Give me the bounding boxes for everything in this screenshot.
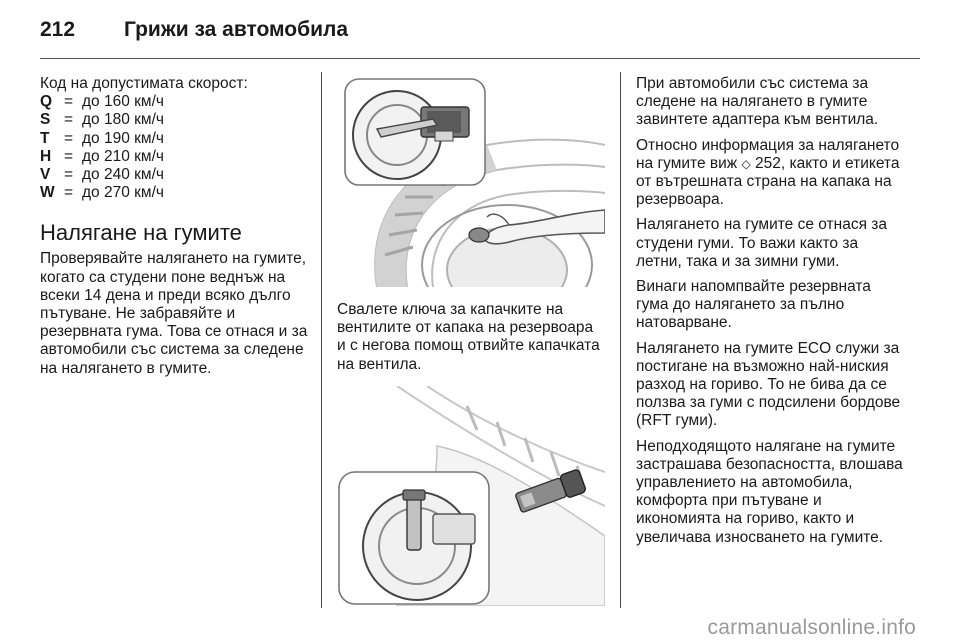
- tyre-pressure-text: Проверявайте налягането на гумите, когато са студени поне веднъж на всеки 14 дена и преди всяко дълго пътуване. Не забравяйте и резервната гума. Това се отнася и за автомобили със система за следене на налягането в гумите.: [40, 250, 308, 377]
- speed-code: W: [40, 184, 55, 202]
- speed-code-row: [40, 111, 164, 129]
- reference-suffix: , както и етикета от вътрешната страна на капака на резервоара.: [636, 154, 900, 209]
- speed-code-row: [40, 166, 164, 184]
- spare-tyre-paragraph: Винаги напомпвайте резервната гума до налягането за пълно натоварване.: [636, 278, 871, 332]
- speed-intro: Код на допустимата скорост:: [40, 75, 248, 92]
- speed-code-row: [40, 93, 164, 111]
- pressure-reference-paragraph: [636, 137, 906, 210]
- speed-code: V: [40, 166, 51, 184]
- right-column: [636, 75, 906, 554]
- column-divider-left: [321, 72, 322, 608]
- speed-eq: =: [64, 111, 74, 129]
- site-watermark: carmanualsonline.info: [707, 616, 916, 639]
- middle-column: [337, 75, 605, 606]
- header-rule: [40, 58, 920, 59]
- speed-eq: =: [64, 147, 74, 165]
- speed-code-row: [40, 148, 164, 166]
- speed-code-table: [40, 93, 164, 202]
- speed-code: S: [40, 111, 51, 129]
- speed-code: Q: [40, 93, 53, 111]
- speed-eq: =: [64, 166, 74, 184]
- speed-value: до 190 км/ч: [82, 129, 164, 147]
- speed-value: до 160 км/ч: [82, 93, 164, 111]
- speed-code: T: [40, 129, 50, 147]
- cross-reference-arrow-icon: ◇: [741, 156, 751, 171]
- cold-tyres-paragraph: Налягането на гумите се отнася за студени гуми. То важи както за летни, така и за зимни гуми.: [636, 216, 887, 270]
- tyre-with-hand-drawing: [337, 75, 605, 287]
- left-column: [40, 75, 312, 385]
- speed-code-row: [40, 130, 164, 148]
- speed-eq: =: [64, 129, 74, 147]
- section-heading-tyre-pressure: Налягане на гумите: [40, 220, 242, 246]
- page-header: [40, 18, 348, 50]
- cross-reference-page[interactable]: 252: [755, 154, 781, 172]
- speed-eq: =: [64, 184, 74, 202]
- adapter-paragraph: При автомобили със система за следене на налягането в гумите завинтете адаптера към вентила.: [636, 75, 879, 129]
- speed-code: H: [40, 147, 52, 165]
- speed-value: до 210 км/ч: [82, 147, 164, 165]
- illustration-valve-key-removal: [337, 75, 605, 287]
- eco-pressure-paragraph: Налягането на гумите ECO служи за постигане на възможно най-ниския разход на гориво. То не бива да се ползва за гуми с подсилени бордове (RFT гуми).: [636, 339, 901, 430]
- speed-value: до 270 км/ч: [82, 184, 164, 202]
- speed-eq: =: [64, 93, 74, 111]
- wrong-pressure-paragraph: Неподходящото налягане на гумите застрашава безопасността, влошава управлението на автомобила, комфорта при пътуване и икономията на гориво, както и увеличава износването на гумите.: [636, 437, 903, 546]
- speed-value: до 180 км/ч: [82, 111, 164, 129]
- illustration-caption: Свалете ключа за капачките на вентилите от капака на резервоара и с негова помощ отвийте капачката на вентила.: [337, 301, 600, 373]
- reference-prefix: Относно информация за налягането на гумите виж: [636, 136, 900, 172]
- speed-value: до 240 км/ч: [82, 166, 164, 184]
- page-title: Грижи за автомобила: [124, 18, 349, 41]
- column-divider-right: [620, 72, 621, 608]
- speed-code-row: [40, 184, 164, 202]
- illustration-valve-cap-unscrew: [337, 386, 605, 606]
- valve-key-drawing: [337, 386, 605, 606]
- page-number: 212: [40, 18, 76, 41]
